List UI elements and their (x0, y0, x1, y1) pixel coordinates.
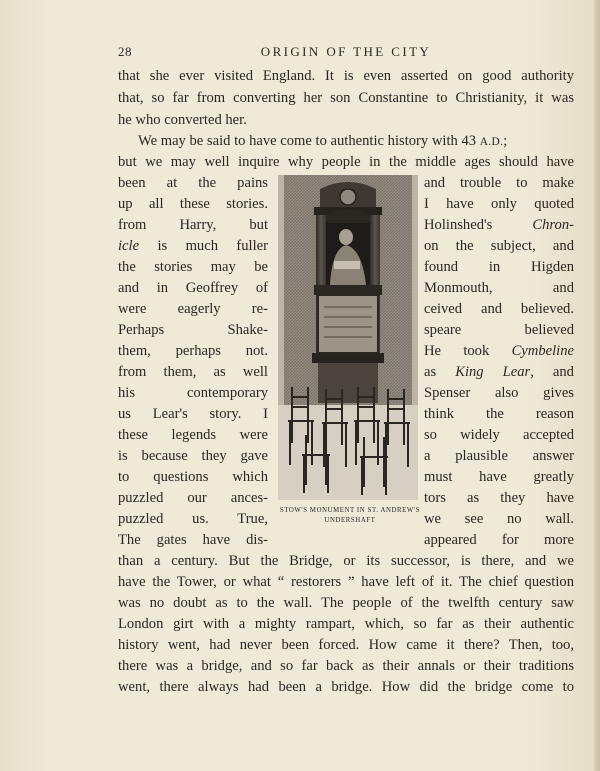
text-segment: as (424, 364, 437, 380)
right-column-line (424, 215, 574, 235)
left-column-line: were eagerly re- (118, 301, 268, 317)
left-column-line: to questions which (118, 469, 268, 485)
text-line: have the Tower, or what “ restorers ” have left of it. The chief question (118, 574, 574, 590)
right-column-line: tors as they have (424, 490, 574, 506)
text-segment: ; (503, 133, 508, 149)
text-line: that she ever visited England. It is even asserted on good authority (118, 68, 574, 84)
left-column-line: them, perhaps not. (118, 343, 268, 359)
page-edge (594, 0, 600, 771)
text-line (138, 131, 574, 152)
left-column-line: the stories may be (118, 259, 268, 275)
right-column-line: and trouble to make (424, 175, 574, 191)
right-column-line: think the reason (424, 406, 574, 422)
right-column-line: speare believed (424, 322, 574, 338)
left-column-line: puzzled us. True, (118, 511, 268, 527)
left-column-line: us Lear's story. I (118, 406, 268, 422)
caption-line: STOW'S MONUMENT IN ST. ANDREW'S (279, 507, 421, 514)
text-line: went, there always had been a bridge. How did the bridge come to (118, 679, 574, 695)
left-column-line: Perhaps Shake- (118, 322, 268, 338)
italic-text: Chron- (532, 217, 574, 233)
text-segment: , and (530, 364, 574, 380)
right-column-line: a plausible answer (424, 448, 574, 464)
text-segment: Holinshed's (424, 217, 493, 233)
text-line: but we may well inquire why people in the middle ages should have (118, 154, 574, 170)
text-line: London girt with a mighty rampart, which, so far as their authentic (118, 616, 574, 632)
italic-text: icle (118, 238, 140, 254)
text-line: he who converted her. (118, 112, 247, 128)
right-column-line: so widely accepted (424, 427, 574, 443)
left-column-line: from them, as well (118, 364, 268, 380)
left-column-line: his contemporary (118, 385, 268, 401)
text-segment: We may be said to have come to authentic history with 43 (138, 133, 477, 149)
text-line: there was a bridge, and so far back as their annals or their traditions (118, 658, 574, 674)
italic-text: Cymbeline (511, 343, 574, 359)
right-column-line: we see no wall. (424, 511, 574, 527)
text-segment: He took (424, 343, 490, 359)
left-column-line: and in Geoffrey of (118, 280, 268, 296)
left-column-line (118, 236, 268, 256)
date-abbreviation: A.D. (479, 136, 504, 148)
left-column-line: up all these stories. (118, 196, 268, 212)
left-column-line: is because they gave (118, 448, 268, 464)
right-column-line (424, 341, 574, 361)
text-segment: is much fuller (157, 238, 268, 254)
figure-caption (268, 506, 432, 526)
left-column-line: puzzled our ances- (118, 490, 268, 506)
right-column-line: Monmouth, and (424, 280, 574, 296)
right-column-line: on the subject, and (424, 238, 574, 254)
right-column-line: ceived and believed. (424, 301, 574, 317)
page-number: 28 (118, 44, 132, 59)
right-column-line: appeared for more (424, 532, 574, 548)
text-line: was no doubt as to the wall. The people of the twelfth century saw (118, 595, 574, 611)
text-line: history went, had never been forced. How came it there? Then, too, (118, 637, 574, 653)
running-head (118, 44, 574, 62)
monument-engraving (278, 175, 418, 500)
right-column-line: found in Higden (424, 259, 574, 275)
left-column-line: The gates have dis- (118, 532, 268, 548)
right-column-line: Spenser also gives (424, 385, 574, 401)
italic-text: King Lear (455, 364, 531, 380)
running-title: ORIGIN OF THE CITY (260, 44, 432, 59)
text-line: that, so far from converting her son Constantine to Christianity, it was (118, 90, 574, 106)
left-column-line: these legends were (118, 427, 268, 443)
monument-illustration (278, 175, 418, 500)
caption-line: UNDERSHAFT (324, 517, 376, 524)
left-column-line: been at the pains (118, 175, 268, 191)
right-column-line (424, 362, 574, 382)
left-column-line: from Harry, but (118, 217, 268, 233)
right-column-line: must have greatly (424, 469, 574, 485)
right-column-line: I have only quoted (424, 196, 574, 212)
text-line: than a century. But the Bridge, or its successor, is there, and we (118, 553, 574, 569)
